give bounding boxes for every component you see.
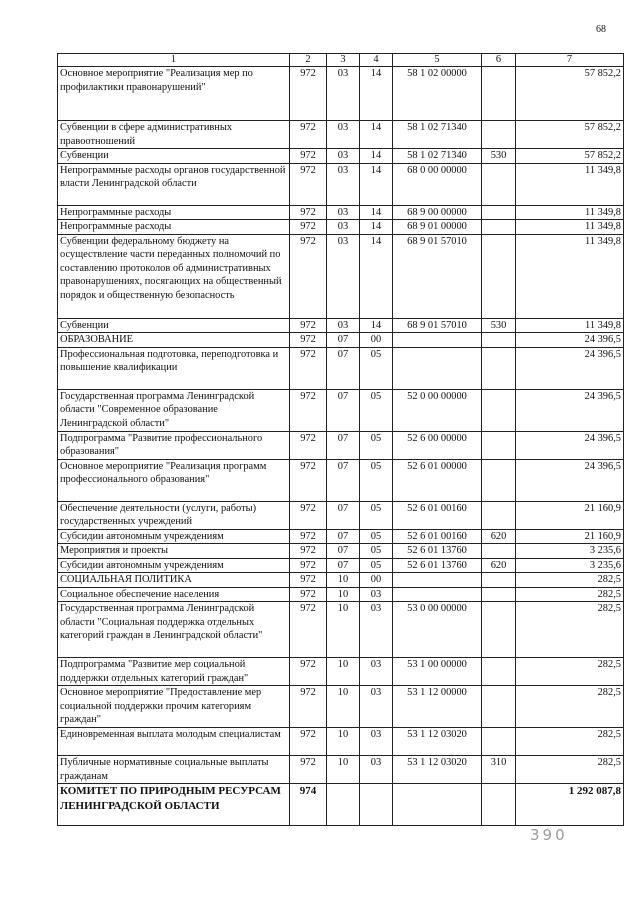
table-row: [58, 728, 624, 756]
table-cell: 57 852,2: [516, 121, 624, 149]
table-cell: 282,5: [516, 573, 624, 588]
table-cell: 11 349,8: [516, 163, 624, 205]
table-cell: [482, 602, 516, 658]
table-row: [58, 602, 624, 658]
table-cell: 24 396,5: [516, 333, 624, 348]
table-cell: 52 6 00 00000: [393, 431, 482, 459]
table-cell: [482, 728, 516, 756]
table-cell: 68 9 00 00000: [393, 205, 482, 220]
table-cell: [393, 587, 482, 602]
table-cell: 07: [327, 347, 360, 389]
table-cell: 07: [327, 333, 360, 348]
table-cell: [482, 544, 516, 559]
table-cell: [482, 784, 516, 826]
header-cell: 5: [393, 54, 482, 67]
table-cell: 24 396,5: [516, 347, 624, 389]
table-cell: 620: [482, 558, 516, 573]
table-cell: 3 235,6: [516, 558, 624, 573]
table-row: [58, 529, 624, 544]
table-row: [58, 149, 624, 164]
header-cell: 7: [516, 54, 624, 67]
table-cell: 14: [360, 121, 393, 149]
table-cell: 03: [360, 658, 393, 686]
table-cell: СОЦИАЛЬНАЯ ПОЛИТИКА: [58, 573, 290, 588]
table-cell: [482, 67, 516, 121]
table-row: [58, 501, 624, 529]
table-cell: 05: [360, 558, 393, 573]
table-cell: 282,5: [516, 602, 624, 658]
table-cell: 68 9 01 00000: [393, 220, 482, 235]
table-cell: [482, 163, 516, 205]
table-cell: 10: [327, 756, 360, 784]
table-cell: 58 1 02 71340: [393, 121, 482, 149]
table-row: [58, 686, 624, 728]
table-row: [58, 234, 624, 318]
table-cell: 10: [327, 658, 360, 686]
table-cell: 21 160,9: [516, 529, 624, 544]
table-cell: Субвенции в сфере административных правоотношений: [58, 121, 290, 149]
table-cell: 03: [327, 163, 360, 205]
table-cell: 05: [360, 347, 393, 389]
table-cell: [482, 459, 516, 501]
table-cell: 972: [290, 686, 327, 728]
table-cell: 53 1 12 03020: [393, 728, 482, 756]
table-cell: 14: [360, 149, 393, 164]
table-cell: 52 6 01 00000: [393, 459, 482, 501]
table-row: [58, 67, 624, 121]
table-cell: 03: [327, 121, 360, 149]
table-cell: [482, 587, 516, 602]
table-cell: 68 0 00 00000: [393, 163, 482, 205]
table-cell: Основное мероприятие "Реализация программ профессионального образования": [58, 459, 290, 501]
table-cell: 24 396,5: [516, 431, 624, 459]
table-row: [58, 431, 624, 459]
table-cell: 972: [290, 573, 327, 588]
table-cell: 58 1 02 00000: [393, 67, 482, 121]
table-cell: 52 6 01 00160: [393, 501, 482, 529]
table-cell: 00: [360, 333, 393, 348]
table-cell: Социальное обеспечение населения: [58, 587, 290, 602]
table-cell: 282,5: [516, 658, 624, 686]
table-cell: [482, 121, 516, 149]
table-row: [58, 544, 624, 559]
table-cell: 24 396,5: [516, 459, 624, 501]
table-cell: 972: [290, 756, 327, 784]
table-row: [58, 573, 624, 588]
table-cell: 282,5: [516, 587, 624, 602]
table-cell: [482, 205, 516, 220]
table-cell: 05: [360, 529, 393, 544]
table-cell: [327, 784, 360, 826]
table-cell: [360, 784, 393, 826]
table-cell: 974: [290, 784, 327, 826]
table-cell: 53 1 12 00000: [393, 686, 482, 728]
table-cell: 68 9 01 57010: [393, 234, 482, 318]
table-cell: 07: [327, 501, 360, 529]
table-cell: 57 852,2: [516, 67, 624, 121]
table-cell: [482, 686, 516, 728]
table-cell: 972: [290, 205, 327, 220]
table-cell: 972: [290, 431, 327, 459]
table-cell: [393, 573, 482, 588]
table-cell: 03: [327, 318, 360, 333]
table-cell: 03: [360, 587, 393, 602]
table-cell: 00: [360, 573, 393, 588]
table-cell: 03: [360, 686, 393, 728]
table-cell: Основное мероприятие "Предоставление мер социальной поддержки прочим категориям граждан": [58, 686, 290, 728]
table-cell: 14: [360, 163, 393, 205]
table-row: [58, 558, 624, 573]
table-cell: [393, 333, 482, 348]
table-cell: Мероприятия и проекты: [58, 544, 290, 559]
table-cell: [393, 347, 482, 389]
table-cell: 11 349,8: [516, 234, 624, 318]
table-cell: 03: [327, 205, 360, 220]
table-cell: 24 396,5: [516, 389, 624, 431]
table-cell: КОМИТЕТ ПО ПРИРОДНЫМ РЕСУРСАМ ЛЕНИНГРАДСКОЙ ОБЛАСТИ: [58, 784, 290, 826]
table-cell: 05: [360, 389, 393, 431]
table-row: [58, 347, 624, 389]
table-cell: Субвенции федеральному бюджету на осуществление части переданных полномочий по составлению протоколов об административных правонарушениях, посягающих на общественный порядок и общественную безопасность: [58, 234, 290, 318]
table-cell: 57 852,2: [516, 149, 624, 164]
table-cell: 3 235,6: [516, 544, 624, 559]
table-row: [58, 658, 624, 686]
table-cell: 620: [482, 529, 516, 544]
table-row: [58, 389, 624, 431]
table-row: [58, 333, 624, 348]
header-cell: 2: [290, 54, 327, 67]
table-cell: 972: [290, 220, 327, 235]
table-cell: 972: [290, 67, 327, 121]
table-cell: [482, 389, 516, 431]
table-row: [58, 163, 624, 205]
table-cell: 68 9 01 57010: [393, 318, 482, 333]
table-cell: 07: [327, 389, 360, 431]
table-cell: 03: [360, 728, 393, 756]
table-cell: [482, 220, 516, 235]
table-cell: 1 292 087,8: [516, 784, 624, 826]
table-cell: 972: [290, 459, 327, 501]
table-cell: 972: [290, 163, 327, 205]
table-cell: 972: [290, 501, 327, 529]
table-cell: 03: [327, 234, 360, 318]
budget-table: [57, 53, 624, 826]
table-cell: 972: [290, 347, 327, 389]
table-cell: 972: [290, 121, 327, 149]
table-row: [58, 205, 624, 220]
table-cell: Субвенции: [58, 318, 290, 333]
table-cell: 10: [327, 573, 360, 588]
table-cell: Подпрограмма "Развитие мер социальной поддержки отдельных категорий граждан": [58, 658, 290, 686]
table-cell: ОБРАЗОВАНИЕ: [58, 333, 290, 348]
table-cell: 05: [360, 431, 393, 459]
table-cell: 07: [327, 459, 360, 501]
table-cell: 10: [327, 602, 360, 658]
table-cell: 282,5: [516, 728, 624, 756]
table-row: [58, 784, 624, 826]
table-cell: [482, 658, 516, 686]
table-cell: Непрограммные расходы: [58, 220, 290, 235]
archive-stamp: 390: [530, 826, 568, 844]
table-cell: 52 6 01 00160: [393, 529, 482, 544]
table-row: [58, 587, 624, 602]
table-cell: 14: [360, 220, 393, 235]
table-cell: Основное мероприятие "Реализация мер по профилактики правонарушений": [58, 67, 290, 121]
table-cell: [482, 347, 516, 389]
table-cell: [482, 573, 516, 588]
page-number: 68: [596, 24, 606, 35]
table-cell: 52 0 00 00000: [393, 389, 482, 431]
table-cell: 05: [360, 501, 393, 529]
table-cell: [482, 431, 516, 459]
table-cell: 10: [327, 728, 360, 756]
table-cell: 972: [290, 234, 327, 318]
table-cell: 972: [290, 529, 327, 544]
table-cell: Обеспечение деятельности (услуги, работы) государственных учреждений: [58, 501, 290, 529]
table-cell: 972: [290, 544, 327, 559]
table-cell: 14: [360, 205, 393, 220]
table-cell: Публичные нормативные социальные выплаты гражданам: [58, 756, 290, 784]
table-cell: [482, 234, 516, 318]
table-cell: Непрограммные расходы органов государственной власти Ленинградской области: [58, 163, 290, 205]
table-cell: 03: [327, 67, 360, 121]
table-cell: 530: [482, 318, 516, 333]
table-row: [58, 220, 624, 235]
table-cell: 11 349,8: [516, 318, 624, 333]
table-cell: 11 349,8: [516, 205, 624, 220]
table-cell: 52 6 01 13760: [393, 558, 482, 573]
table-cell: Государственная программа Ленинградской области "Современное образование Ленинградской области": [58, 389, 290, 431]
header-cell: 6: [482, 54, 516, 67]
table-cell: 05: [360, 459, 393, 501]
table-cell: 972: [290, 658, 327, 686]
table-cell: Единовременная выплата молодым специалистам: [58, 728, 290, 756]
table-cell: 10: [327, 587, 360, 602]
header-row: [58, 54, 624, 67]
table-row: [58, 318, 624, 333]
table-cell: [482, 501, 516, 529]
header-cell: 1: [58, 54, 290, 67]
table-cell: 07: [327, 431, 360, 459]
table-cell: 972: [290, 389, 327, 431]
table-cell: 53 1 00 00000: [393, 658, 482, 686]
table-cell: 58 1 02 71340: [393, 149, 482, 164]
table-cell: 530: [482, 149, 516, 164]
table-cell: 11 349,8: [516, 220, 624, 235]
table-cell: 07: [327, 529, 360, 544]
table-cell: 972: [290, 602, 327, 658]
table-cell: Профессиональная подготовка, переподготовка и повышение квалификации: [58, 347, 290, 389]
table-cell: 282,5: [516, 686, 624, 728]
table-cell: 53 0 00 00000: [393, 602, 482, 658]
table-cell: 972: [290, 587, 327, 602]
table-cell: 03: [327, 149, 360, 164]
table-cell: Субвенции: [58, 149, 290, 164]
table-row: [58, 459, 624, 501]
table-cell: [393, 784, 482, 826]
table-cell: 972: [290, 318, 327, 333]
table-cell: Субсидии автономным учреждениям: [58, 529, 290, 544]
header-cell: 4: [360, 54, 393, 67]
table-cell: [482, 333, 516, 348]
table-cell: 21 160,9: [516, 501, 624, 529]
table-cell: 07: [327, 558, 360, 573]
table-cell: 14: [360, 234, 393, 318]
table-cell: 03: [360, 602, 393, 658]
table-row: [58, 756, 624, 784]
table-cell: Государственная программа Ленинградской области "Социальная поддержка отдельных категорий граждан в Ленинградской области": [58, 602, 290, 658]
table-cell: Подпрограмма "Развитие профессионального образования": [58, 431, 290, 459]
table-cell: 972: [290, 333, 327, 348]
table-cell: Субсидии автономным учреждениям: [58, 558, 290, 573]
table-cell: 972: [290, 558, 327, 573]
table-row: [58, 121, 624, 149]
table-cell: 03: [327, 220, 360, 235]
table-cell: 10: [327, 686, 360, 728]
table-cell: 14: [360, 67, 393, 121]
table-cell: 05: [360, 544, 393, 559]
table-cell: 972: [290, 728, 327, 756]
table-cell: 07: [327, 544, 360, 559]
table-cell: 14: [360, 318, 393, 333]
table-cell: 972: [290, 149, 327, 164]
table-cell: 03: [360, 756, 393, 784]
table-cell: 53 1 12 03020: [393, 756, 482, 784]
table-cell: 52 6 01 13760: [393, 544, 482, 559]
header-cell: 3: [327, 54, 360, 67]
table-cell: 282,5: [516, 756, 624, 784]
table-cell: 310: [482, 756, 516, 784]
table-cell: Непрограммные расходы: [58, 205, 290, 220]
